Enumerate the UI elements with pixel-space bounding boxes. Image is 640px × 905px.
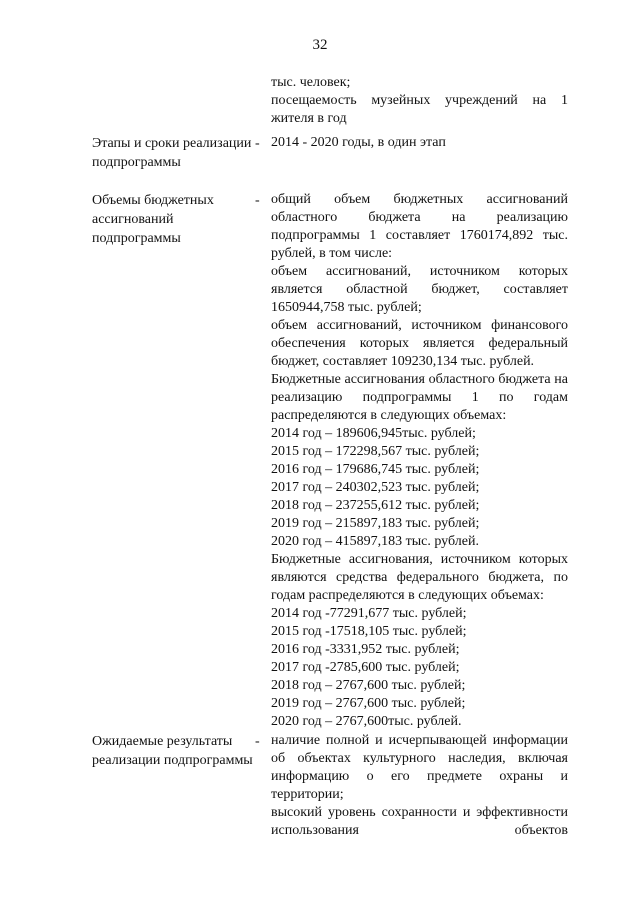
budget-regional-text: объем ассигнований, источником которых является областной бюджет, составляет 1650944,758 тыс. рублей; (271, 264, 568, 315)
budget-total-text: общий объем бюджетных ассигнований областного бюджета на реализацию подпрограммы 1 составляет 1760174,892 тыс. рублей, в том числе: (271, 192, 568, 261)
budget-regional-intro: Бюджетные ассигнования областного бюджета на реализацию подпрограммы 1 по годам распределяются в следующих объемах: (271, 372, 568, 423)
passport-table (0, 74, 640, 840)
row-results (0, 732, 640, 840)
regional-year-item: 2020 год – 415897,183 тыс. рублей. (271, 534, 479, 549)
regional-year-item: 2019 год – 215897,183 тыс. рублей; (271, 516, 480, 531)
regional-year-item: 2016 год – 179686,745 тыс. рублей; (271, 462, 480, 477)
row-label-results: Ожидаемые результаты реализации подпрограммы (92, 734, 253, 768)
row-label-budget: Объемы бюджетных ассигнований подпрограммы (92, 193, 214, 246)
regional-year-item: 2014 год – 189606,945тыс. рублей; (271, 426, 476, 441)
federal-year-item: 2019 год – 2767,600 тыс. рублей; (271, 696, 466, 711)
budget-federal-text: объем ассигнований, источником финансового обеспечения которых является федеральный бюджет, составляет 109230,134 тыс. рублей. (271, 318, 568, 369)
federal-year-item: 2016 год -3331,952 тыс. рублей; (271, 642, 460, 657)
continuation-line-2: посещаемость музейных учреждений на 1 жителя в год (271, 93, 568, 126)
federal-year-list (271, 605, 568, 731)
continuation-line-1: тыс. человек; (271, 75, 351, 90)
continuation-text (271, 74, 568, 128)
federal-year-item: 2018 год – 2767,600 тыс. рублей; (271, 678, 466, 693)
federal-year-item: 2015 год -17518,105 тыс. рублей; (271, 624, 467, 639)
row-dash: - (255, 193, 260, 208)
page-number: 32 (312, 37, 328, 53)
regional-year-item: 2017 год – 240302,523 тыс. рублей; (271, 480, 480, 495)
results-text-2: высокий уровень сохранности и эффективности использования объектов (271, 805, 568, 838)
row-stages (0, 134, 640, 191)
row-dash: - (255, 136, 260, 151)
federal-year-item: 2017 год -2785,600 тыс. рублей; (271, 660, 460, 675)
federal-year-item: 2014 год -77291,677 тыс. рублей; (271, 606, 467, 621)
stages-text: 2014 - 2020 годы, в один этап (271, 135, 446, 150)
row-label-stages: Этапы и сроки реализации подпрограммы (92, 136, 252, 170)
row-budget (0, 191, 640, 731)
regional-year-list (271, 425, 568, 551)
budget-federal-intro: Бюджетные ассигнования, источником которых являются средства федерального бюджета, по годам распределяются в следующих объемах: (271, 552, 568, 603)
row-dash: - (255, 734, 260, 749)
regional-year-item: 2015 год – 172298,567 тыс. рублей; (271, 444, 480, 459)
federal-year-item: 2020 год – 2767,600тыс. рублей. (271, 714, 462, 729)
results-text-1: наличие полной и исчерпывающей информации об объектах культурного наследия, включая информацию о его предмете охраны и территории; (271, 733, 568, 802)
regional-year-item: 2018 год – 237255,612 тыс. рублей; (271, 498, 480, 513)
